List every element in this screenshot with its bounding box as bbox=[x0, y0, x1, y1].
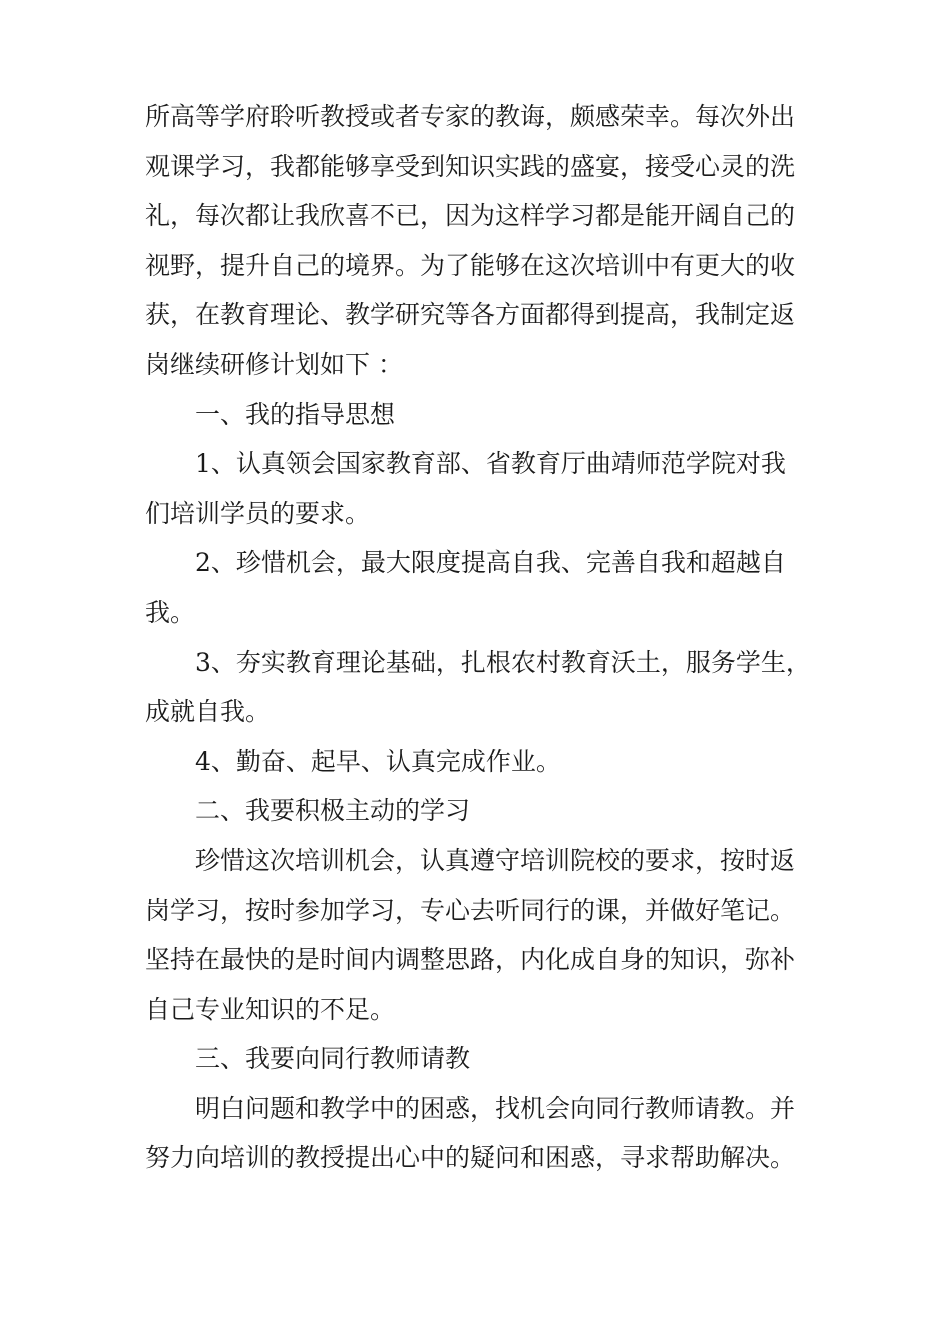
text-line: 获，在教育理论、教学研究等各方面都得到提高，我制定返 bbox=[145, 300, 796, 330]
paragraph-start: 明白问题和教学中的困惑，找机会向同行教师请教。并 bbox=[195, 1093, 796, 1123]
section-heading: 三、我要向同行教师请教 bbox=[195, 1044, 471, 1074]
text-line: 礼，每次都让我欣喜不已，因为这样学习都是能开阔自己的 bbox=[145, 201, 796, 231]
list-item: 4、勤奋、起早、认真完成作业。 bbox=[195, 746, 561, 776]
body-text bbox=[145, 92, 815, 1183]
list-item: 1、认真领会国家教育部、省教育厅曲靖师范学院对我 bbox=[195, 449, 786, 479]
text-line: 所高等学府聆听教授或者专家的教诲，颇感荣幸。每次外出 bbox=[145, 102, 796, 131]
text-line: 视野，提升自己的境界。为了能够在这次培训中有更大的收 bbox=[145, 250, 796, 280]
text-line: 自己专业知识的不足。 bbox=[145, 994, 396, 1024]
text-line: 观课学习，我都能够享受到知识实践的盛宴，接受心灵的洗 bbox=[145, 151, 796, 181]
text-line: 努力向培训的教授提出心中的疑问和困惑，寻求帮助解决。 bbox=[145, 1143, 796, 1173]
list-item: 2、珍惜机会，最大限度提高自我、完善自我和超越自 bbox=[195, 548, 786, 578]
text-line: 坚持在最快的是时间内调整思路，内化成自身的知识，弥补 bbox=[145, 945, 796, 975]
paragraph-start: 珍惜这次培训机会，认真遵守培训院校的要求，按时返 bbox=[195, 845, 796, 875]
text-line: 成就自我。 bbox=[145, 697, 271, 727]
text-line: 我。 bbox=[145, 597, 196, 627]
text-line: 们培训学员的要求。 bbox=[145, 498, 371, 528]
section-heading: 二、我要积极主动的学习 bbox=[195, 796, 471, 826]
list-item: 3、夯实教育理论基础，扎根农村教育沃土，服务学生， bbox=[195, 647, 811, 677]
section-heading: 一、我的指导思想 bbox=[195, 399, 396, 429]
text-line: 岗继续研修计划如下 ： bbox=[145, 349, 403, 379]
text-line: 岗学习，按时参加学习，专心去听同行的课，并做好笔记。 bbox=[145, 895, 796, 925]
